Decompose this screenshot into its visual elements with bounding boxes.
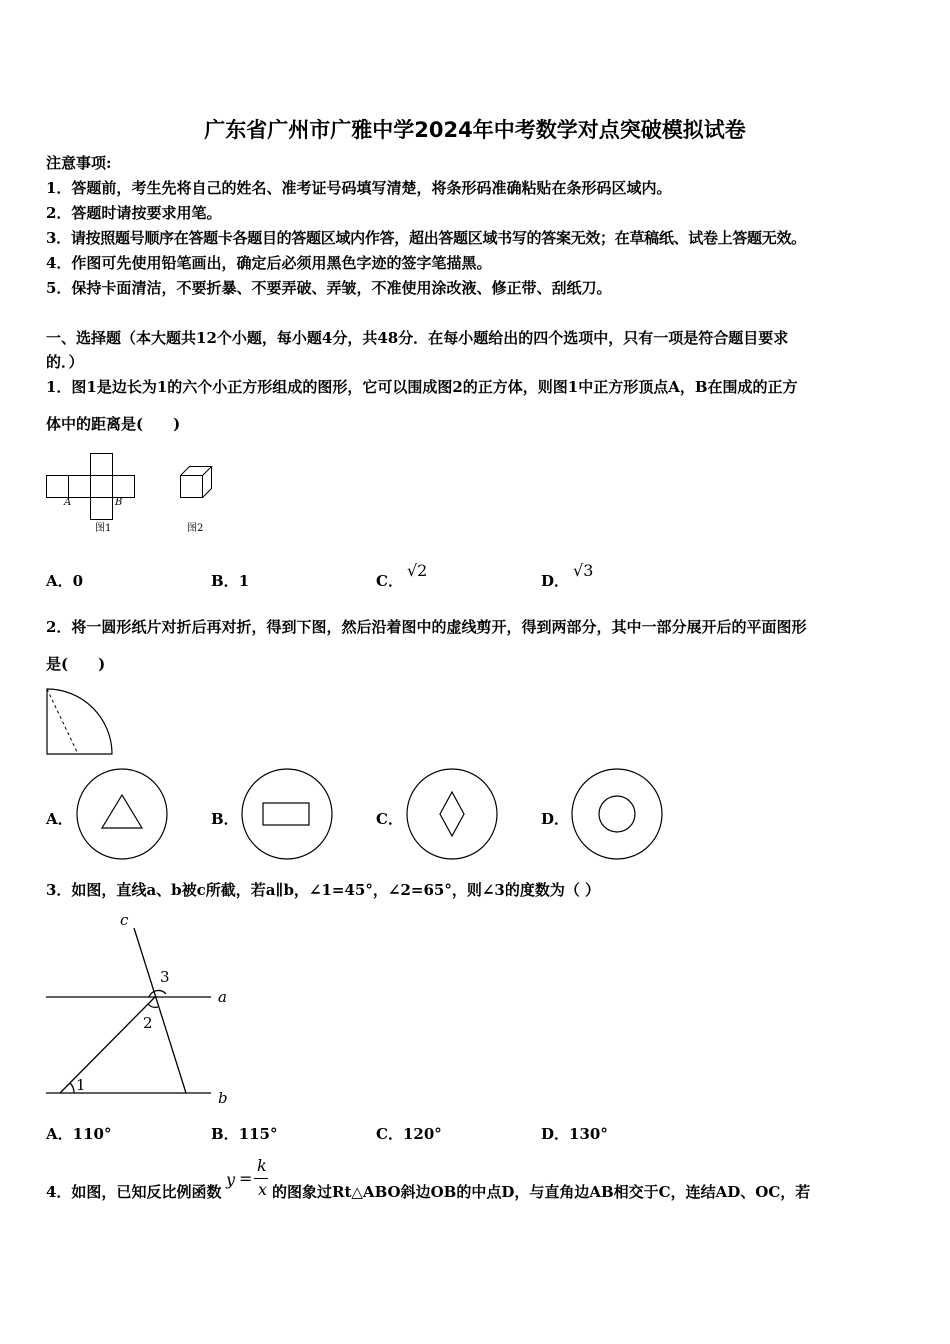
q4-function-formula: y = k x [226, 1156, 268, 1199]
question-1-text-cont: 体中的距离是( ) [46, 415, 181, 433]
q1-option-c[interactable]: C．√2 [376, 561, 428, 590]
q3-label-c: c [120, 911, 129, 929]
notice-item: 5．保持卡面清洁，不要折暴、不要弄破、弄皱，不准使用涂改液、修正带、刮纸刀。 [46, 279, 612, 297]
q1-point-a: A [64, 497, 72, 508]
q1-option-a[interactable]: A．0 [46, 572, 84, 590]
q1-figure-net [46, 452, 141, 542]
q3-option-b[interactable]: B．115° [211, 1125, 278, 1143]
question-2-text: 2．将一圆形纸片对折后再对折，得到下图，然后沿着图中的虚线剪开，得到两部分，其中一部分展开后的平面图形 [46, 618, 807, 636]
q2-option-d[interactable]: D． [541, 810, 570, 828]
notice-heading: 注意事项: [46, 154, 112, 172]
question-3-text: 3．如图，直线a、b被c所截，若a∥b，∠1=45°，∠2=65°，则∠3的度数为（ ） [46, 881, 601, 899]
q2-option-a-figure[interactable] [76, 768, 168, 860]
q2-folded-paper-figure [46, 688, 116, 756]
q1-figure-cube [180, 466, 214, 500]
q3-label-b: b [218, 1089, 228, 1107]
notice-item: 2．答题时请按要求用笔。 [46, 204, 222, 222]
q2-option-c-figure[interactable] [406, 768, 498, 860]
q3-angle-2: 2 [143, 1014, 153, 1032]
notice-item: 4．作图可先使用铅笔画出，确定后必须用黑色字迹的签字笔描黑。 [46, 254, 492, 272]
q2-option-a[interactable]: A． [46, 810, 73, 828]
question-4-text: 的图象过Rt△ABO斜边OB的中点D，与直角边AB相交于C，连结AD、OC，若 [272, 1183, 811, 1201]
q1-figure2-caption: 图2 [187, 523, 204, 534]
question-1-text: 1．图1是边长为1的六个小正方形组成的图形，它可以围成图2的正方体，则图1中正方形顶点A，B在围成的正方 [46, 378, 798, 396]
q3-angle-1: 1 [76, 1076, 86, 1094]
question-4-prefix: 4．如图，已知反比例函数 [46, 1183, 222, 1201]
q2-option-b[interactable]: B． [211, 810, 239, 828]
q3-parallel-lines-figure [46, 910, 236, 1110]
q3-option-a[interactable]: A．110° [46, 1125, 112, 1143]
q3-option-d[interactable]: D．130° [541, 1125, 608, 1143]
notice-item: 3．请按照题号顺序在答题卡各题目的答题区域内作答，超出答题区域书写的答案无效；在草稿纸、试卷上答题无效。 [46, 229, 806, 247]
q1-option-d[interactable]: D．√3 [541, 561, 594, 590]
q2-option-b-figure[interactable] [241, 768, 333, 860]
q1-point-b: B [115, 497, 123, 508]
q1-option-b[interactable]: B．1 [211, 572, 250, 590]
q2-option-d-figure[interactable] [571, 768, 663, 860]
q1-figure1-caption: 图1 [95, 523, 112, 534]
section-heading: 一、选择题（本大题共12个小题，每小题4分，共48分．在每小题给出的四个选项中，只有一项是符合题目要求 [46, 329, 789, 347]
q3-angle-3: 3 [160, 968, 170, 986]
q3-label-a: a [218, 988, 227, 1006]
question-2-text-cont: 是( ) [46, 655, 106, 673]
page-title: 广东省广州市广雅中学2024年中考数学对点突破模拟试卷 [204, 118, 746, 142]
q3-option-c[interactable]: C．120° [376, 1125, 442, 1143]
q2-option-c[interactable]: C． [376, 810, 403, 828]
notice-item: 1．答题前，考生先将自己的姓名、准考证号码填写清楚，将条形码准确粘贴在条形码区域内。 [46, 179, 672, 197]
section-heading-cont: 的．） [46, 353, 84, 371]
